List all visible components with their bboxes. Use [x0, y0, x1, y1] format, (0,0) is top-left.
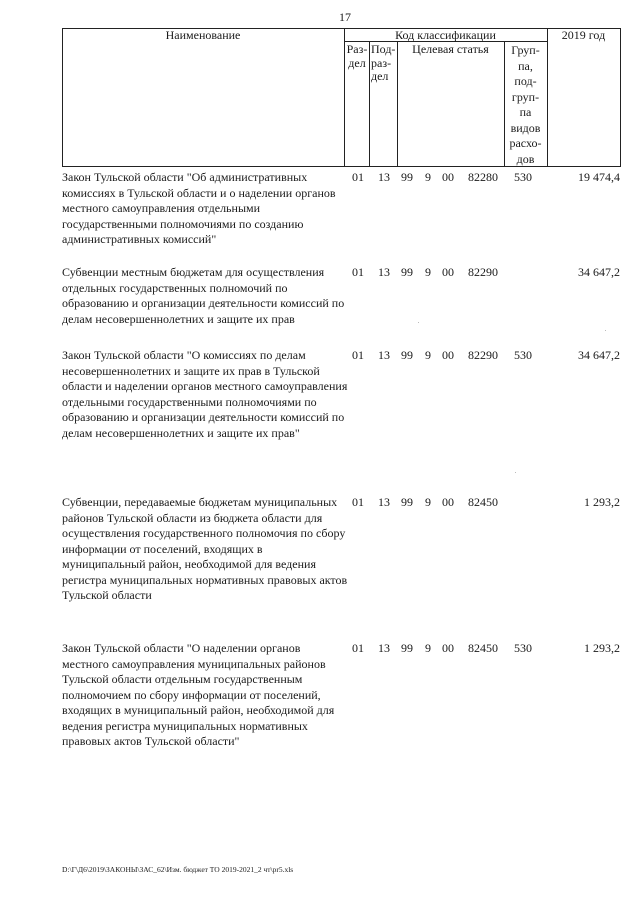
row-group: 530: [514, 170, 532, 184]
row-name: Закон Тульской области "О комиссиях по делам несовершеннолетних и защите их прав в Тульской области и наделении органов местного самоуправления отдельными государственными полномочиями по образованию и организации деятельности комиссий по делам несовершеннолетних и защите их прав": [62, 348, 348, 440]
row-section: 01: [352, 265, 364, 279]
row-target-d: 82280: [468, 170, 498, 184]
row-name: Субвенции, передаваемые бюджетам муниципальных районов Тульской области из бюджета области для осуществления государственного полномочия по сбору информации от поселений, входящих в муниципальный район, необходимой для ведения регистра муниципальных нормативных правовых актов Тульской области: [62, 495, 348, 602]
row-amount: 19 474,4: [578, 170, 620, 184]
row-target-d: 82450: [468, 641, 498, 655]
row-section: 01: [352, 495, 364, 509]
scan-speck: [515, 472, 516, 473]
page-number: 17: [339, 10, 351, 24]
row-target-d: 82290: [468, 265, 498, 279]
row-target-a: 99: [401, 348, 413, 362]
row-target-b: 9: [425, 348, 431, 362]
file-path-footer: D:\Г\Д6\2019\ЗАКОНЫ\ЗАС_62\Изм. бюджет ТО 2019-2021_2 чт\pr5.xls: [62, 865, 294, 874]
row-target-c: 00: [442, 170, 454, 184]
header-group-divider: [547, 28, 548, 167]
header-subsection: Под- раз- дел: [371, 42, 396, 83]
row-group: 530: [514, 641, 532, 655]
row-group: 530: [514, 348, 532, 362]
row-section: 01: [352, 348, 364, 362]
row-amount: 1 293,2: [584, 495, 620, 509]
row-subsection: 13: [378, 170, 390, 184]
scan-speck: [605, 330, 606, 331]
header-classification-code: Код классификации: [395, 28, 496, 42]
scan-speck: [418, 322, 419, 323]
row-target-c: 00: [442, 495, 454, 509]
row-subsection: 13: [378, 495, 390, 509]
header-left-border: [62, 28, 63, 167]
row-target-d: 82450: [468, 495, 498, 509]
row-name: Закон Тульской области "Об административных комиссиях в Тульской области и о наделении органов местного самоуправления отдельными государственными полномочиями по созданию административных комиссий": [62, 170, 336, 246]
row-target-a: 99: [401, 265, 413, 279]
header-year: 2019 год: [561, 28, 606, 42]
row-subsection: 13: [378, 348, 390, 362]
header-section: Раз- дел: [346, 42, 368, 70]
row-amount: 34 647,2: [578, 265, 620, 279]
row-amount: 1 293,2: [584, 641, 620, 655]
row-target-d: 82290: [468, 348, 498, 362]
row-target-a: 99: [401, 495, 413, 509]
row-name: Субвенции местным бюджетам для осуществления отдельных государственных полномочий по образованию и организации деятельности комиссий по делам несовершеннолетних и защите их прав: [62, 265, 345, 326]
row-target-c: 00: [442, 641, 454, 655]
row-subsection: 13: [378, 265, 390, 279]
row-section: 01: [352, 641, 364, 655]
row-target-c: 00: [442, 265, 454, 279]
row-target-b: 9: [425, 265, 431, 279]
row-subsection: 13: [378, 641, 390, 655]
row-target-b: 9: [425, 641, 431, 655]
row-target-b: 9: [425, 495, 431, 509]
row-target-b: 9: [425, 170, 431, 184]
header-target-article: Целевая статья: [412, 42, 489, 56]
header-name: Наименование: [165, 28, 241, 42]
row-target-a: 99: [401, 170, 413, 184]
row-name: Закон Тульской области "О наделении органов местного самоуправления муниципальных районов Тульской области отдельным государственным полномочием по сбору информации от поселений, входящих в муниципальный район, необходимой для ведения регистра муниципальных нормативных правовых актов Тульской области": [62, 641, 335, 748]
row-amount: 34 647,2: [578, 348, 620, 362]
row-target-c: 00: [442, 348, 454, 362]
header-right-border: [620, 28, 621, 167]
row-section: 01: [352, 170, 364, 184]
header-group: Груп- па, под- груп- па видов расхо- дов: [509, 43, 542, 166]
row-target-a: 99: [401, 641, 413, 655]
